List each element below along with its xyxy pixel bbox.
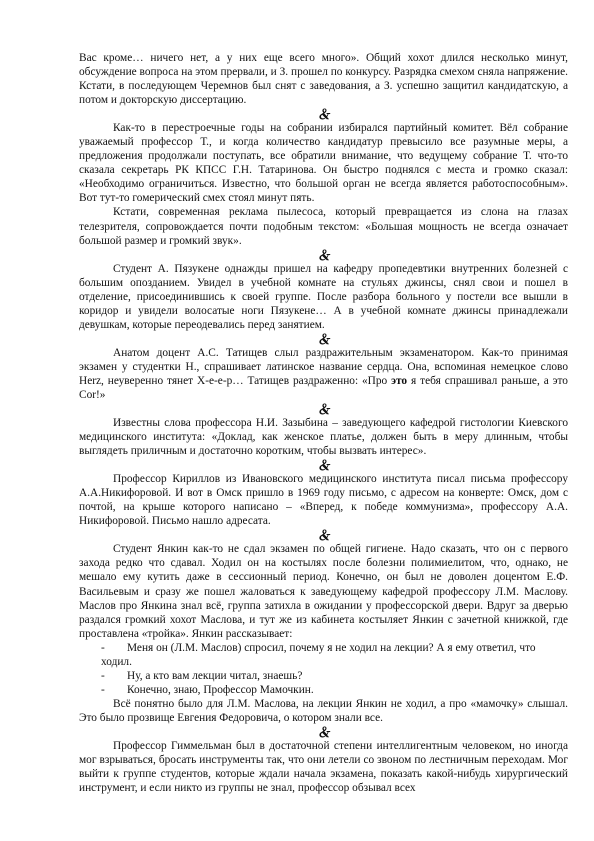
paragraph-5-text-a: Анатом доцент А.С. Татищев слыл раздражительным экзаменатором. Как-то принимая экзамен у студентки Н., спрашивает латинское название сердца. Она, вспоминая немецкое слово Herz, неуверенно тянет Х-е-е-р… Татищев раздраженно: «Про (79, 346, 568, 387)
dialogue-text-1: Меня он (Л.М. Маслов) спросил, почему я не ходил на лекции? А я ему ответил, что ходил. (101, 641, 536, 668)
paragraph-8: Студент Янкин как-то не сдал экзамен по общей гигиене. Надо сказать, что он с первого захода редко что сдавал. Ходил он на костылях после болезни полимиелитом, что, однако, не мешало ему кутить даже в сессионный период. Конечно, он был не доволен доцентом Е.Ф. Васильевым и сразу же пошел жаловаться к заведующему кафедрой профессору Л.М. Маслову. Маслов про Янкина знал всё, группа затихла в ожидании у профессорской двери. Вдруг за дверью раздался громкий хохот Маслова, и тут же из кабинета костыляет Янкин с зачетной книжкой, где проставлена «тройка». Янкин рассказывает: (79, 543, 568, 640)
paragraph-10: Профессор Гиммельман был в достаточной степени интеллигентным человеком, но иногда мог взрываться, бросать инструменты так, что они летели со звоном по лестничным переходам. Мог выйти к группе студентов, которые ждали начала экзамена, показать какой-нибудь хирургический инструмент, и если никто из группы не знал, профессор обзывал всех (79, 739, 568, 795)
document-page (79, 51, 568, 795)
ampersand-ornament-icon (79, 332, 568, 346)
ampersand-ornament-icon (79, 248, 568, 262)
dialogue-line-3 (79, 683, 568, 697)
dash-mark: - (101, 683, 105, 696)
dialogue-line-2 (79, 669, 568, 683)
paragraph-5 (79, 346, 568, 402)
dialogue-text-2: Ну, а кто вам лекции читал, знаешь? (127, 669, 303, 682)
paragraph-6: Известны слова профессора Н.И. Зазыбина – заведующего кафедрой гистологии Киевского медицинского института: «Доклад, как женское платье, должен быть в меру длинным, чтобы выглядеть приличным и достаточно коротким, чтобы вызвать интерес». (79, 417, 568, 458)
ampersand-ornament-icon (79, 725, 568, 739)
dialogue-text-3: Конечно, знаю, Профессор Мамочкин. (127, 683, 314, 696)
ampersand-ornament-icon (79, 107, 568, 121)
paragraph-3: Кстати, современная реклама пылесоса, который превращается из слона на глазах телезрителя, сопровождается почти подобным текстом: «Большая мощность не всегда означает большой размер и громкий звук». (79, 206, 568, 247)
paragraph-5-bold: это (391, 374, 408, 387)
ampersand-ornament-icon (79, 458, 568, 472)
paragraph-7: Профессор Кириллов из Ивановского медицинского института писал письма профессору А.А.Никифоровой. И вот в Омск пришло в 1969 году письмо, с адресом на конверте: Омск, дом с почтой, на крыше которого написано – «Вперед, к победе коммунизма», профессору А.А. Никифоровой. Письмо нашло адресата. (79, 473, 568, 528)
dash-mark: - (101, 641, 105, 654)
ampersand-ornament-icon (79, 402, 568, 416)
paragraph-9: Всё понятно было для Л.М. Маслова, на лекции Янкин не ходил, а про «мамочку» слышал. Это было прозвище Евгения Федоровича, о котором знали все. (79, 697, 568, 724)
ampersand-ornament-icon (79, 528, 568, 542)
dash-mark: - (101, 669, 105, 682)
paragraph-2: Как-то в перестроечные годы на собрании избирался партийный комитет. Вёл собрание уважаемый профессор Т., и когда количество кандидатур превысило все разумные меры, а предложения продолжали поступать, все обратили внимание, что ведущему собрание Т. что-то сказала секретарь РК КПСС Г.Н. Татаринова. Он быстро поднялся с места и громко сказал: «Необходимо ограничиться. Известно, что большой орган не всегда является работоспособным». Вот тут-то гомерический смех стоял минут пять. (79, 122, 568, 205)
paragraph-4: Студент А. Пязукене однажды пришел на кафедру пропедевтики внутренних болезней с большим опозданием. Увидел в учебной комнате на стульях джинсы, снял свои и пошел в отделение, присоединившись к своей группе. После разбора больного у постели все вышли в коридор и увидели волосатые ноги Пязукене… А в учебной комнате джинсы принадлежали девушкам, которые переодевались перед занятием. (79, 262, 568, 331)
paragraph-5-text-b: я тебя спрашивал раньше, а это Cor!» (79, 374, 568, 401)
paragraph-1: Вас кроме… ничего нет, а у них еще всего много». Общий хохот длился несколько минут, обсуждение вопроса на этом прервали, и З. прошел по конкурсу. Разрядка смехом сняла напряжение. Кстати, в последующем Черемнов был снят с заведования, а З. успешно защитил кандидатскую, а потом и докторскую диссертацию. (79, 52, 568, 107)
dialogue-line-1 (79, 641, 568, 669)
